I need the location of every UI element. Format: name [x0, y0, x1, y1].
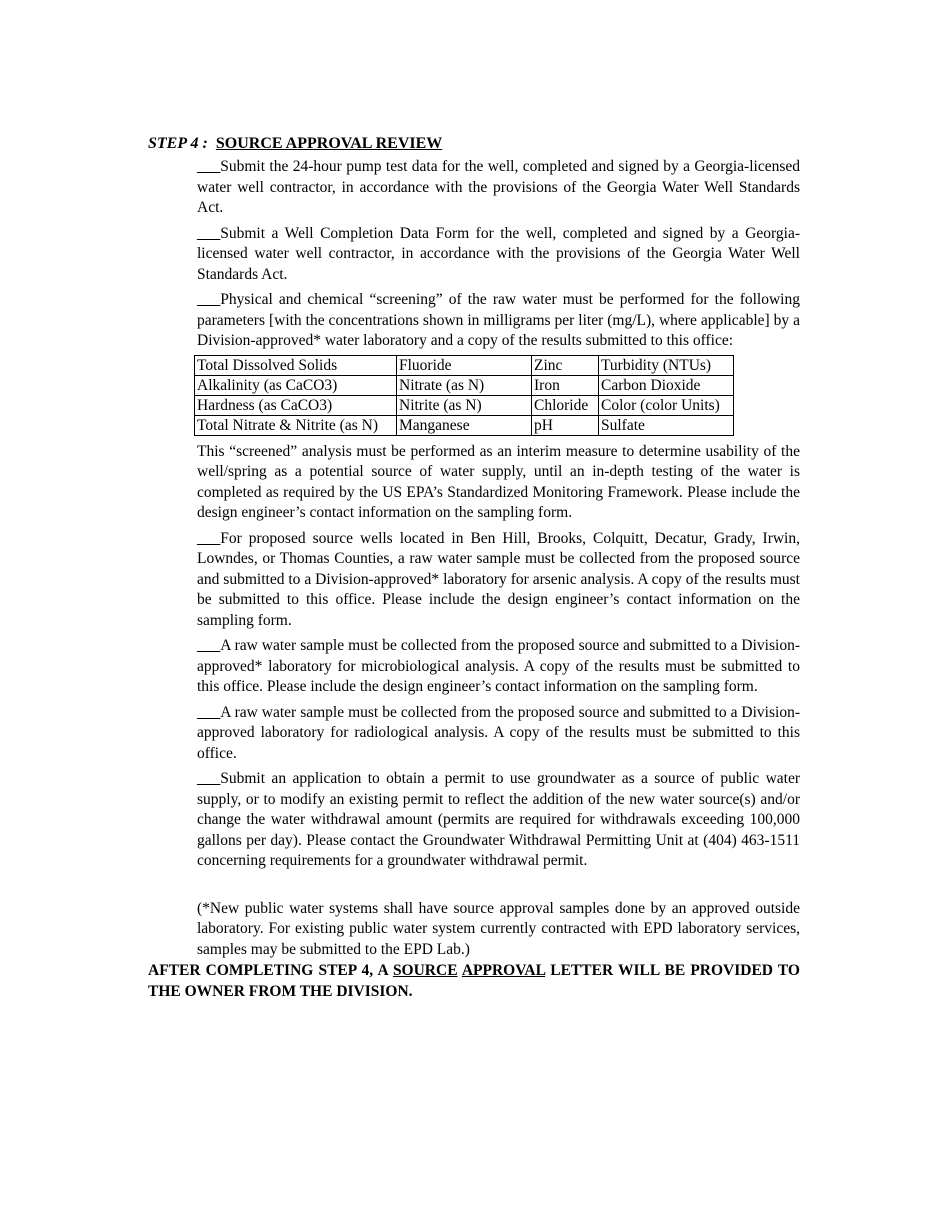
- parameters-table: [194, 355, 734, 436]
- microbiological-text: A raw water sample must be collected from the proposed source and submitted to a Division-approved* laboratory for microbiological analysis. A copy of the results must be submitted to this office. Please include the design engineer’s contact information on the sampling form.: [197, 637, 800, 695]
- table-row: [195, 415, 734, 435]
- checklist-item-radiological: [197, 703, 800, 765]
- checklist-item-groundwater-permit: [197, 769, 800, 872]
- table-cell: Turbidity (NTUs): [599, 355, 734, 375]
- table-row: [195, 375, 734, 395]
- final-notice-approval: APPROVAL: [461, 962, 546, 979]
- step-heading: [148, 133, 800, 154]
- spacer: [197, 877, 800, 899]
- screened-analysis-paragraph: This “screened” analysis must be performed as an interim measure to determine usability of the well/spring as a potential source of water supply, until an in-depth testing of the water is completed as required by the US EPA’s Standardized Monitoring Framework. Please include the design engineer’s contact information on the sampling form.: [197, 442, 800, 521]
- arsenic-text: For proposed source wells located in Ben Hill, Brooks, Colquitt, Decatur, Grady, Irwin, Lowndes, or Thomas Counties, a raw water sample must be collected from the proposed source and submitted to a Division-approved* laboratory for arsenic analysis. A copy of the results must be submitted to this office. Please include the design engineer’s contact information on the sampling form.: [197, 529, 800, 629]
- checkbox-blank: ___: [197, 703, 221, 721]
- table-cell: Carbon Dioxide: [599, 375, 734, 395]
- final-notice-text-1: AFTER COMPLETING STEP 4, A: [148, 962, 393, 979]
- checklist-item-microbiological: [197, 636, 800, 698]
- footnote-paragraph: (*New public water systems shall have source approval samples done by an approved outside laboratory. For existing public water system currently contracted with EPD laboratory services, samples may be submitted to the EPD Lab.): [197, 899, 800, 958]
- checkbox-blank: ___: [197, 291, 221, 308]
- table-cell: Nitrite (as N): [397, 395, 532, 415]
- table-cell: Fluoride: [397, 355, 532, 375]
- table-cell: Sulfate: [599, 415, 734, 435]
- checklist-item-pump-test: [197, 157, 800, 219]
- table-cell: Nitrate (as N): [397, 375, 532, 395]
- table-cell: Iron: [532, 375, 599, 395]
- table-cell: pH: [532, 415, 599, 435]
- table-cell: Total Nitrate & Nitrite (as N): [195, 415, 397, 435]
- checkbox-blank: ___: [197, 158, 221, 175]
- checkbox-blank: ___: [197, 224, 221, 242]
- table-cell: Color (color Units): [599, 395, 734, 415]
- screening-text: Physical and chemical “screening” of the raw water must be performed for the following parameters [with the concentrations shown in milligrams per liter (mg/L), where applicable] by a Division-approved* water laboratory and a copy of the results submitted to this office:: [197, 291, 800, 349]
- section-title: SOURCE APPROVAL REVIEW: [215, 135, 443, 152]
- table-cell: Total Dissolved Solids: [195, 355, 397, 375]
- table-cell: Chloride: [532, 395, 599, 415]
- checklist-item-screening: [197, 290, 800, 352]
- checklist-item-well-completion: [197, 224, 800, 286]
- document-page: [148, 133, 800, 1002]
- well-completion-text: Submit a Well Completion Data Form for the well, completed and signed by a Georgia-licensed water well contractor, in accordance with the provisions of the Georgia Water Well Standards Act.: [197, 224, 800, 283]
- table-row: [195, 395, 734, 415]
- checklist-item-arsenic: [197, 529, 800, 632]
- checkbox-blank: ___: [197, 637, 221, 654]
- table-cell: Hardness (as CaCO3): [195, 395, 397, 415]
- table-cell: Alkalinity (as CaCO3): [195, 375, 397, 395]
- checkbox-blank: ___: [197, 770, 221, 787]
- checkbox-blank: ___: [197, 529, 221, 547]
- final-notice: [148, 961, 800, 1002]
- step-label: STEP 4 :: [148, 135, 208, 152]
- step-body: [197, 157, 800, 960]
- table-row: [195, 355, 734, 375]
- groundwater-permit-text: Submit an application to obtain a permit to use groundwater as a source of public water supply, or to modify an existing permit to reflect the addition of the new water source(s) and/or change the water withdrawal amount (permits are required for withdrawals exceeding 100,000 gallons per day). Please contact the Groundwater Withdrawal Permitting Unit at (404) 463-1511 concerning requirements for a groundwater withdrawal permit.: [197, 770, 800, 869]
- final-notice-text-2: LETTER WILL BE PROVIDED TO THE OWNER FROM THE DIVISION.: [148, 962, 800, 1000]
- radiological-text: A raw water sample must be collected from the proposed source and submitted to a Division-approved laboratory for radiological analysis. A copy of the results must be submitted to this office.: [197, 703, 800, 762]
- table-cell: Manganese: [397, 415, 532, 435]
- table-cell: Zinc: [532, 355, 599, 375]
- pump-test-text: Submit the 24-hour pump test data for the well, completed and signed by a Georgia-licensed water well contractor, in accordance with the provisions of the Georgia Water Well Standards Act.: [197, 158, 800, 216]
- final-notice-source: SOURCE: [392, 962, 458, 979]
